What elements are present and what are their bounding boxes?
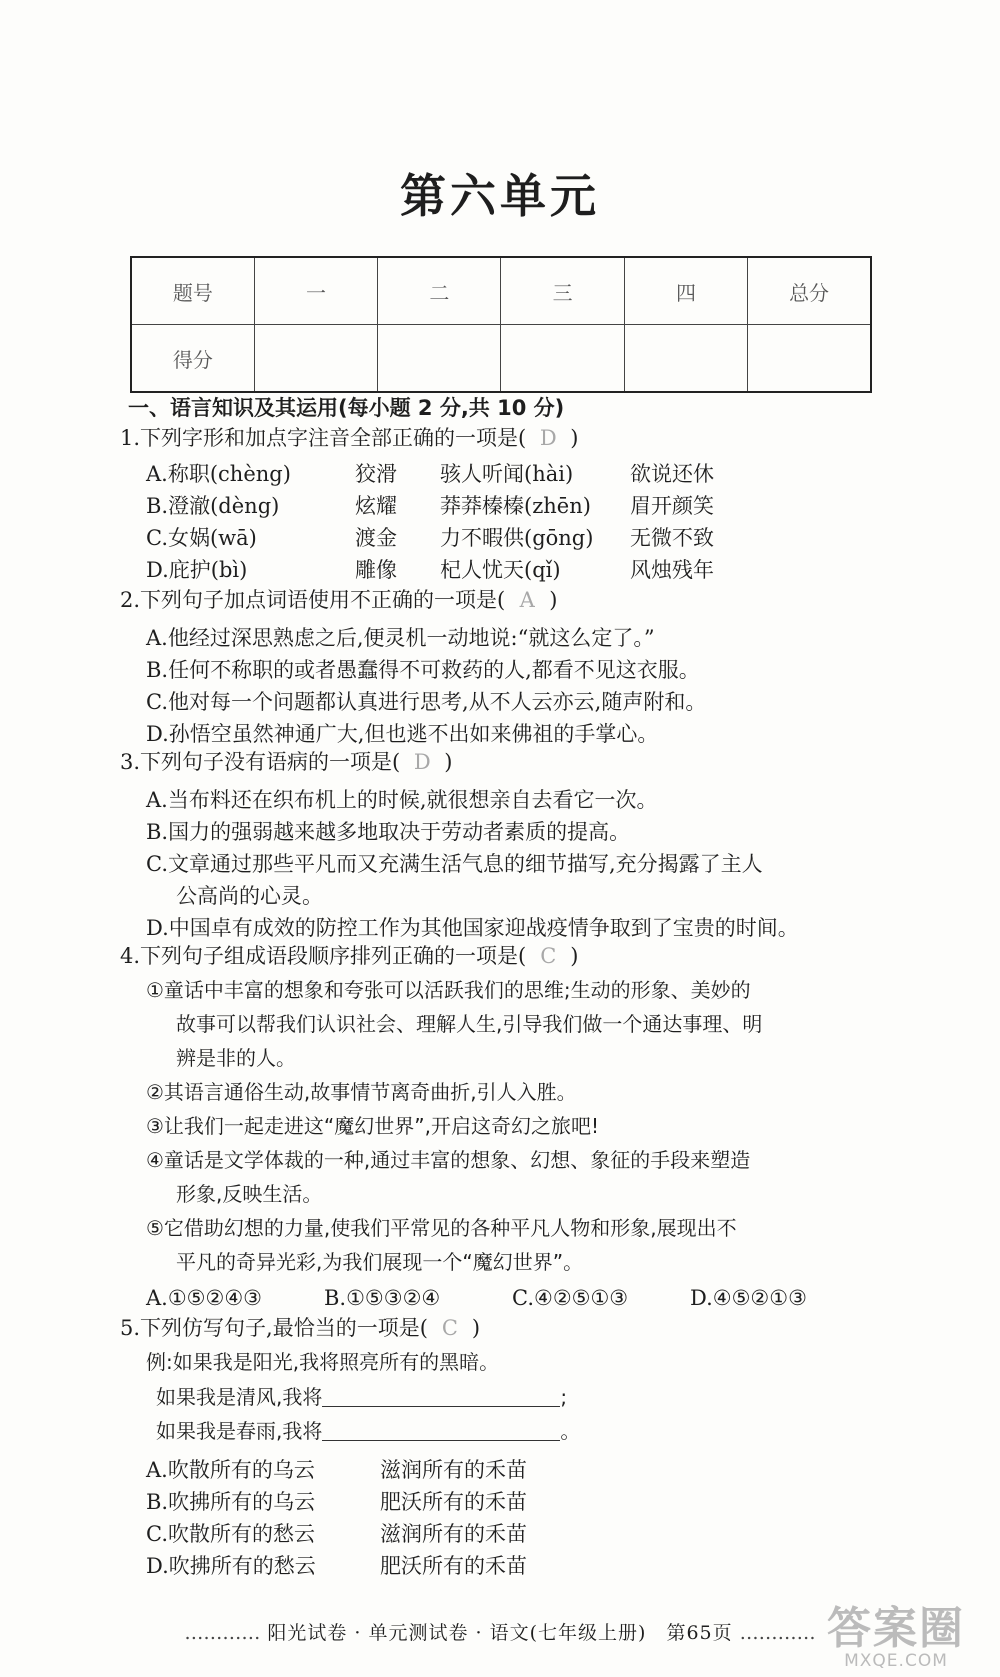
q1-option-b-col4: 眉开颜笑 xyxy=(630,494,714,518)
score-cell xyxy=(624,325,747,393)
question-stem: 4.下列句子组成语段顺序排列正确的一项是( xyxy=(120,944,527,968)
paren-close: ) xyxy=(549,588,558,612)
blank-suffix: ; xyxy=(560,1385,568,1409)
q2-option-c: C.他对每一个问题都认真进行思考,从不人云亦云,随声附和。 xyxy=(146,690,707,714)
q1-option-c-col3: 力不暇供(gōng) xyxy=(440,526,594,550)
paren-close: ) xyxy=(570,944,579,968)
q5-option-b-part2: 肥沃所有的禾苗 xyxy=(380,1490,527,1514)
q3-option-c: C.文章通过那些平凡而又充满生活气息的细节描写,充分揭露了主人 xyxy=(146,852,763,876)
answer-mark: A xyxy=(519,588,535,612)
q2-option-d: D.孙悟空虽然神通广大,但也逃不出如来佛祖的手掌心。 xyxy=(146,722,659,746)
q4-sentence-1: ①童话中丰富的想象和夸张可以活跃我们的思维;生动的形象、美妙的 xyxy=(146,978,751,1002)
footer-dots-left: ………… xyxy=(184,1622,261,1644)
score-table-header-cell: 四 xyxy=(624,257,747,325)
score-row-label: 得分 xyxy=(131,325,254,393)
q3-option-d: D.中国卓有成效的防控工作为其他国家迎战疫情争取到了宝贵的时间。 xyxy=(146,916,799,940)
q1-option-d-col2: 雕像 xyxy=(355,558,397,582)
blank-prefix: 如果我是春雨,我将 xyxy=(156,1419,323,1443)
answer-mark: C xyxy=(540,944,557,968)
q5-option-b-part1: B.吹拂所有的乌云 xyxy=(146,1490,316,1514)
q2-option-a: A.他经过深思熟虑之后,便灵机一动地说:“就这么定了。” xyxy=(146,626,655,650)
watermark-main: 答案圈 xyxy=(827,1603,965,1654)
q4-sentence-5-cont: 平凡的奇异光彩,为我们展现一个“魔幻世界”。 xyxy=(176,1250,584,1274)
question-stem: 2.下列句子加点词语使用不正确的一项是( xyxy=(120,588,506,612)
q5-option-c-part2: 滋润所有的禾苗 xyxy=(380,1522,527,1546)
paren-close: ) xyxy=(471,1316,481,1340)
answer-mark: D xyxy=(413,750,431,774)
q4-sentence-1-cont: 故事可以帮我们认识社会、理解人生,引导我们做一个通达事理、明 xyxy=(176,1012,763,1036)
answer-mark: C xyxy=(441,1316,458,1340)
blank-suffix: 。 xyxy=(560,1419,581,1443)
q5-option-d-part2: 肥沃所有的禾苗 xyxy=(380,1554,527,1578)
question-stem: 5.下列仿写句子,最恰当的一项是( xyxy=(120,1316,428,1340)
score-table xyxy=(130,256,872,393)
q4-sentence-1-cont: 辨是非的人。 xyxy=(176,1046,296,1070)
paren-close: ) xyxy=(570,426,579,450)
q3-option-c-cont: 公高尚的心灵。 xyxy=(176,884,323,908)
score-cell xyxy=(254,325,377,393)
score-cell xyxy=(748,325,871,393)
question-stem: 1.下列字形和加点字注音全部正确的一项是( xyxy=(120,426,527,450)
q1-option-c-col1: C.女娲(wā) xyxy=(146,526,257,550)
score-table-score-row xyxy=(131,325,871,393)
q4-sentence-4: ④童话是文学体裁的一种,通过丰富的想象、幻想、象征的手段来塑造 xyxy=(146,1148,751,1172)
q1-option-d-col3: 杞人忧天(qǐ) xyxy=(440,558,561,582)
q1-option-d-col1: D.庇护(bì) xyxy=(146,558,248,582)
q1-option-a-col1: A.称职(chèng) xyxy=(146,462,291,486)
score-table-header-cell: 一 xyxy=(254,257,377,325)
q5-option-c-part1: C.吹散所有的愁云 xyxy=(146,1522,315,1546)
page-title: 第六单元 xyxy=(400,169,600,223)
q5-example: 例:如果我是阳光,我将照亮所有的黑暗。 xyxy=(146,1350,500,1374)
q4-sentence-5: ⑤它借助幻想的力量,使我们平常见的各种平凡人物和形象,展现出不 xyxy=(146,1216,737,1240)
q5-blank-line-2 xyxy=(156,1420,580,1441)
q1-option-d-col4: 风烛残年 xyxy=(630,558,714,582)
question-2-stem xyxy=(120,590,557,611)
question-5-stem xyxy=(120,1318,480,1339)
q1-option-b-col3: 莽莽榛榛(zhēn) xyxy=(440,494,591,518)
q5-option-a-part2: 滋润所有的禾苗 xyxy=(380,1458,527,1482)
q4-option-a: A.①⑤②④③ xyxy=(146,1286,262,1310)
score-table-header-cell: 题号 xyxy=(131,257,254,325)
q2-option-b: B.任何不称职的或者愚蠢得不可救药的人,都看不见这衣服。 xyxy=(146,658,700,682)
score-table-header-cell: 总分 xyxy=(748,257,871,325)
q4-sentence-3: ③让我们一起走进这“魔幻世界”,开启这奇幻之旅吧! xyxy=(146,1114,600,1138)
q1-option-b-col2: 炫耀 xyxy=(355,494,397,518)
q3-option-a: A.当布料还在织布机上的时候,就很想亲自去看它一次。 xyxy=(146,788,658,812)
answer-blank[interactable] xyxy=(322,1386,560,1407)
blank-prefix: 如果我是清风,我将 xyxy=(156,1385,323,1409)
question-1-stem xyxy=(120,428,578,449)
q4-option-d: D.④⑤②①③ xyxy=(690,1286,807,1310)
q5-blank-line-1 xyxy=(156,1386,567,1407)
watermark-logo xyxy=(810,1603,982,1674)
q5-option-d-part1: D.吹拂所有的愁云 xyxy=(146,1554,316,1578)
footer-text: 阳光试卷 · 单元测试卷 · 语文(七年级上册) 第65页 xyxy=(267,1622,733,1644)
score-cell xyxy=(501,325,624,393)
section-heading: 一、语言知识及其运用(每小题 2 分,共 10 分) xyxy=(128,396,565,420)
watermark-sub: MXQE.COM xyxy=(844,1651,948,1671)
q1-option-c-col2: 渡金 xyxy=(355,526,397,550)
q5-option-a-part1: A.吹散所有的乌云 xyxy=(146,1458,315,1482)
q4-option-c: C.④②⑤①③ xyxy=(512,1286,629,1310)
score-table-header-cell: 三 xyxy=(501,257,624,325)
q3-option-b: B.国力的强弱越来越多地取决于劳动者素质的提高。 xyxy=(146,820,631,844)
q1-option-a-col2: 狡滑 xyxy=(355,462,397,486)
question-3-stem xyxy=(120,752,452,773)
q1-option-a-col3: 骇人听闻(hài) xyxy=(440,462,574,486)
answer-mark: D xyxy=(539,426,557,450)
q4-sentence-4-cont: 形象,反映生活。 xyxy=(176,1182,323,1206)
paren-close: ) xyxy=(444,750,453,774)
question-stem: 3.下列句子没有语病的一项是( xyxy=(120,750,401,774)
q1-option-c-col4: 无微不致 xyxy=(630,526,714,550)
q1-option-b-col1: B.澄澈(dèng) xyxy=(146,494,280,518)
q1-option-a-col4: 欲说还休 xyxy=(630,462,714,486)
footer-dots-right: ………… xyxy=(739,1622,816,1644)
score-table-header-row xyxy=(131,257,871,325)
question-4-stem xyxy=(120,946,578,967)
score-table-header-cell: 二 xyxy=(378,257,501,325)
score-cell xyxy=(378,325,501,393)
answer-blank[interactable] xyxy=(322,1420,560,1441)
q4-option-b: B.①⑤③②④ xyxy=(324,1286,441,1310)
q4-sentence-2: ②其语言通俗生动,故事情节离奇曲折,引人入胜。 xyxy=(146,1080,577,1104)
